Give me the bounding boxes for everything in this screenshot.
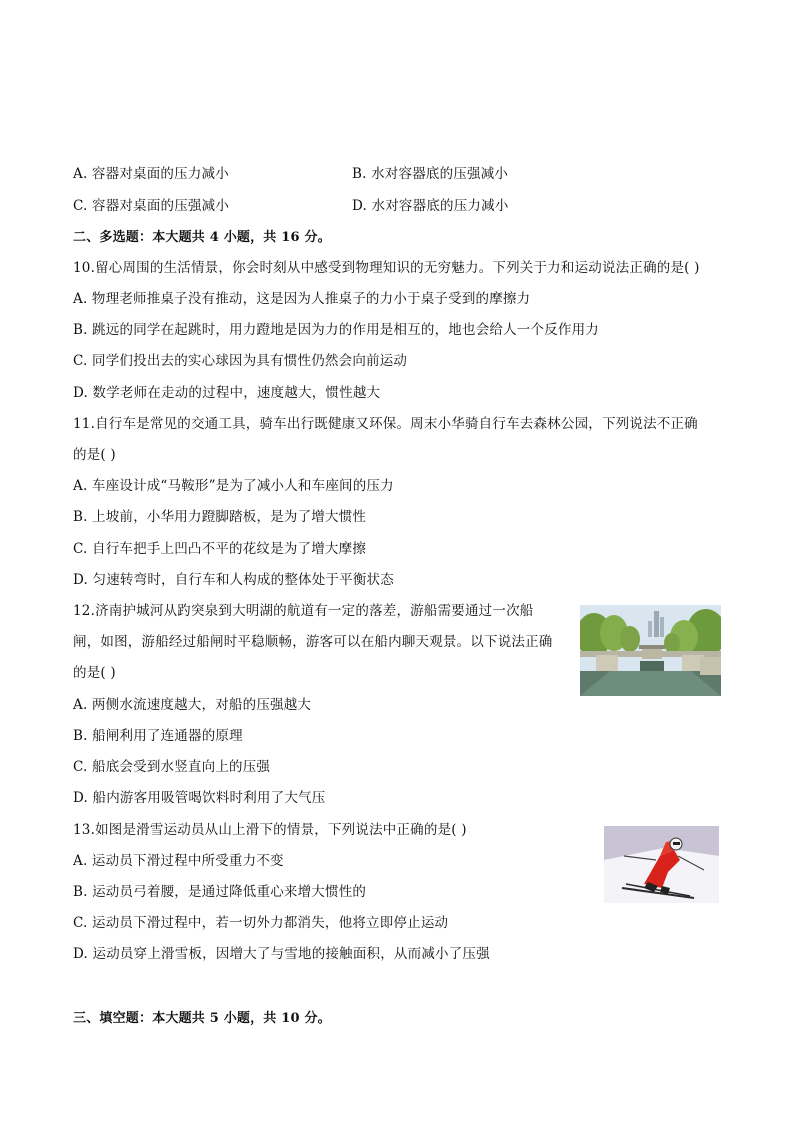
q13-option-d: D. 运动员穿上滑雪板，因增大了与雪地的接触面积，从而减小了压强 — [73, 946, 490, 962]
q10-option-a: A. 物理老师推桌子没有推动，这是因为人推桌子的力小于桌子受到的摩擦力 — [73, 291, 531, 307]
q9-option-a: A. 容器对桌面的压力减小 — [73, 166, 229, 182]
q9-option-b: B. 水对容器底的压强减小 — [352, 166, 509, 182]
q13-option-c: C. 运动员下滑过程中，若一切外力都消失，他将立即停止运动 — [73, 915, 449, 931]
q11-option-c: C. 自行车把手上凹凸不平的花纹是为了增大摩擦 — [73, 541, 367, 557]
q12-option-b: B. 船闸利用了连通器的原理 — [73, 728, 243, 744]
q12-stem-line3: 的是( ) — [73, 665, 116, 681]
q10-option-d: D. 数学老师在走动的过程中，速度越大，惯性越大 — [73, 385, 381, 401]
q11-option-a: A. 车座设计成“马鞍形”是为了减小人和车座间的压力 — [73, 478, 394, 494]
q9-option-c: C. 容器对桌面的压强减小 — [73, 198, 230, 214]
q11-option-b: B. 上坡前，小华用力蹬脚踏板，是为了增大惯性 — [73, 509, 367, 525]
q13-option-b: B. 运动员弓着腰，是通过降低重心来增大惯性的 — [73, 884, 367, 900]
q12-option-a: A. 两侧水流速度越大，对船的压强越大 — [73, 697, 312, 713]
q11-stem-line2: 的是( ) — [73, 447, 116, 463]
q10-stem: 10.留心周围的生活情景，你会时刻从中感受到物理知识的无穷魅力。下列关于力和运动说法正确的是( ) — [73, 260, 700, 276]
q13-option-a: A. 运动员下滑过程中所受重力不变 — [73, 853, 284, 869]
q11-option-d: D. 匀速转弯时，自行车和人构成的整体处于平衡状态 — [73, 572, 394, 588]
q12-stem-line2: 闸，如图，游船经过船闸时平稳顺畅，游客可以在船内聊天观景。以下说法正确 — [73, 634, 553, 650]
q10-option-b: B. 跳远的同学在起跳时，用力蹬地是因为力的作用是相互的，地也会给人一个反作用力 — [73, 322, 600, 338]
skier-photo — [604, 826, 719, 903]
ship-lock-photo — [580, 605, 721, 696]
section-2-title: 二、多选题：本大题共 4 小题，共 16 分。 — [73, 230, 331, 245]
q10-option-c: C. 同学们投出去的实心球因为具有惯性仍然会向前运动 — [73, 353, 408, 369]
q12-option-c: C. 船底会受到水竖直向上的压强 — [73, 759, 271, 775]
q9-option-d: D. 水对容器底的压力减小 — [352, 198, 509, 214]
q12-stem-line1: 12.济南护城河从趵突泉到大明湖的航道有一定的落差，游船需要通过一次船 — [73, 603, 534, 619]
q11-stem-line1: 11.自行车是常见的交通工具，骑车出行既健康又环保。周末小华骑自行车去森林公园，下列说法不正确 — [73, 416, 698, 432]
q12-option-d: D. 船内游客用吸管喝饮料时利用了大气压 — [73, 790, 326, 806]
q13-stem: 13.如图是滑雪运动员从山上滑下的情景，下列说法中正确的是( ) — [73, 822, 467, 838]
section-3-title: 三、填空题：本大题共 5 小题，共 10 分。 — [73, 1011, 331, 1026]
